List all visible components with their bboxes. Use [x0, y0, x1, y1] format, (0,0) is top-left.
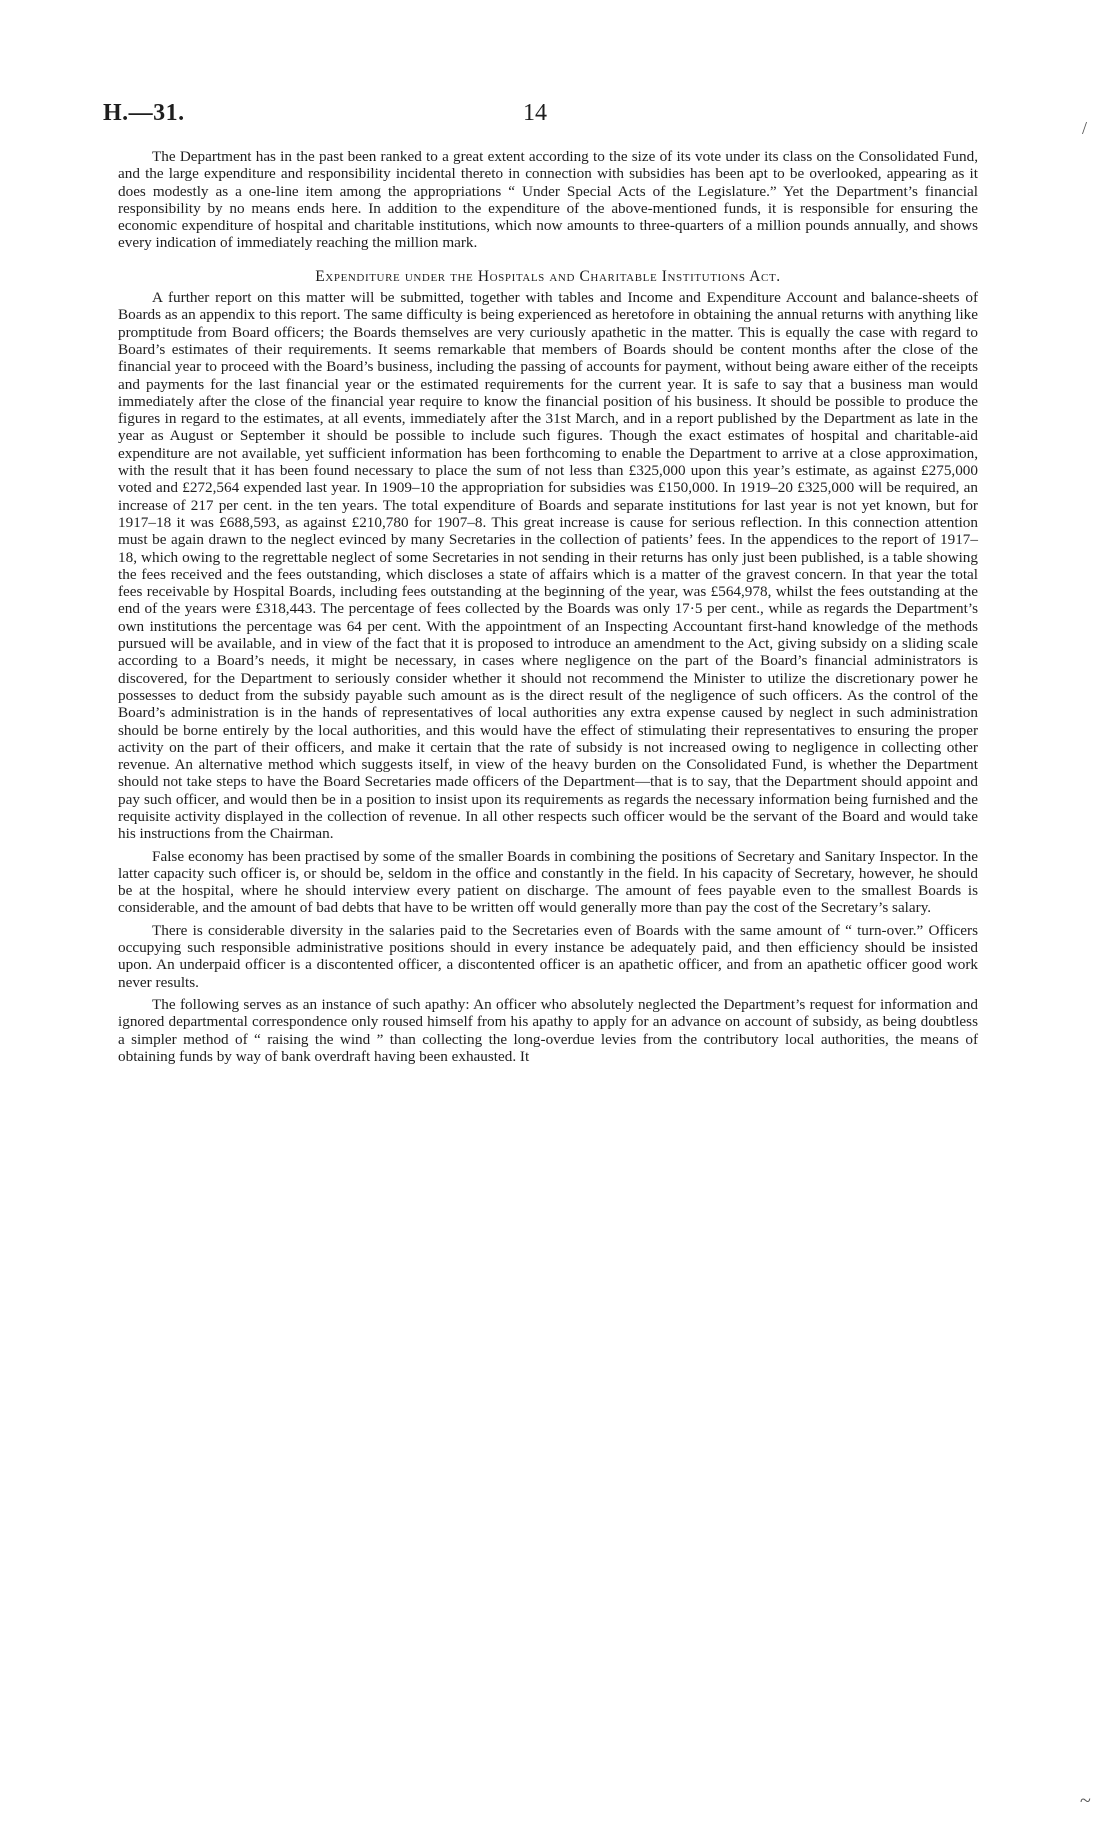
paragraph-salaries: There is considerable diversity in the salaries paid to the Secretaries even of Boards with the same amount of “ turn-over.” Officers occupying such responsible administrative positions should in every instance be adequately paid, and then efficiency should be insisted upon. An underpaid officer is a discontented officer, a discontented officer is an apathetic officer, and from an apathetic officer good work never results.	[118, 921, 978, 991]
margin-mark-bottom: ~	[1080, 1790, 1091, 1812]
margin-mark-top: /	[1082, 118, 1088, 138]
paragraph-expenditure: A further report on this matter will be submitted, together with tables and Income and Expenditure Account and balance-sheets of Boards as an appendix to this report. The same difficulty is being experienced as heretofore in obtaining the annual returns with anything like promptitude from Board officers; the Boards themselves are very curiously apathetic in the matter. This is equally the case with regard to Board’s estimates of their requirements. It seems remarkable that members of Boards should be content months after the close of the financial year to proceed with the Board’s business, including the passing of accounts for payment, without being aware either of the receipts and payments for the last financial year or the estimated requirements for the current year. It is safe to say that a business man would immediately after the close of the financial year require to know the financial position of his business. It should be possible to produce the figures in regard to the estimates, at all events, immediately after the 31st March, and in a report published by the Department as late in the year as August or September it should be possible to include such figures. Though the exact estimates of hospital and charitable-aid expenditure are not available, yet sufficient information has been forthcoming to enable the Department to arrive at a close approximation, with the result that it has been found necessary to place the sum of not less than £325,000 upon this year’s estimate, as against £275,000 voted and £272,564 expended last year. In 1909–10 the appropriation for subsidies was £150,000. In 1919–20 £325,000 will be required, an increase of 217 per cent. in the ten years. The total expenditure of Boards and separate institutions for last year is not yet known, but for 1917–18 it was £688,593, as against £210,780 for 1907–8. This great increase is cause for serious reflection. In this connection attention must be again drawn to the neglect evinced by many Secretaries in the collection of patients’ fees. In the appendices to the report of 1917–18, which owing to the regrettable neglect of some Secretaries in not sending in their returns has only just been published, is a table showing the fees received and the fees outstanding, which discloses a state of affairs which is a matter of the gravest concern. In that year the total fees receivable by Hospital Boards, including fees outstanding at the beginning of the year, was £564,978, whilst the fees outstanding at the end of the years were £318,443. The percentage of fees collected by the Boards was only 17·5 per cent., while as regards the Department’s own institutions the percentage was 64 per cent. With the appointment of an Inspecting Accountant first-hand knowledge of the methods pursued will be available, and in view of the fact that it is proposed to introduce an amendment to the Act, giving subsidy on a sliding scale according to a Board’s needs, it might be necessary, in cases where negligence on the part of the Board’s financial administrators is discovered, for the Department to seriously consider whether it should not recommend the Minister to utilize the discretionary power he possesses to deduct from the subsidy payable such amount as is the direct result of the negligence of such officers. As the control of the Board’s administration is in the hands of representatives of local authorities any extra expense caused by neglect in such administration should be borne entirely by the local authorities, and this would have the effect of stimulating their representatives to ensuring the proper activity on the part of their officers, and make it certain that the rate of subsidy is not increased owing to negligence in collecting other revenue. An alternative method which suggests itself, in view of the heavy burden on the Consolidated Fund, is whether the Department should not take steps to have the Board Secretaries made officers of the Department—that is to say, that the Department should appoint and pay such officer, and would then be in a position to insist upon its requirements as regards the necessary information being furnished and the requisite activity displayed in the collection of revenue. In all other respects such officer would be the servant of the Board and would take his instructions from the Chairman.	[118, 289, 978, 843]
page-number: 14	[523, 100, 547, 126]
page-header	[103, 100, 983, 140]
paragraph-intro: The Department has in the past been ranked to a great extent according to the size of its vote under its class on the Consolidated Fund, and the large expenditure and responsibility incidental thereto in connection with subsidies has been apt to be overlooked, appearing as it does modestly as a one-line item among the appropriations “ Under Special Acts of the Legislature.” Yet the Department’s financial responsibility by no means ends here. In addition to the expenditure of the above-mentioned funds, it is responsible for ensuring the economic expenditure of hospital and charitable institutions, which now amounts to three-quarters of a million pounds annually, and shows every indication of immediately reaching the million mark.	[118, 148, 978, 252]
section-heading: Expenditure under the Hospitals and Charitable Institutions Act.	[315, 267, 781, 285]
document-id: H.—31.	[103, 100, 185, 126]
paragraph-false-economy: False economy has been practised by some of the smaller Boards in combining the positions of Secretary and Sanitary Inspector. In the latter capacity such officer is, or should be, seldom in the office and constantly in the field. In his capacity of Secretary, however, he should be at the hospital, where he should interview every patient on discharge. The amount of fees payable even to the smallest Boards is considerable, and the amount of bad debts that have to be written off would generally more than pay the cost of the Secretary’s salary.	[118, 847, 978, 917]
document-body	[118, 148, 978, 1070]
paragraph-apathy-example: The following serves as an instance of such apathy: An officer who absolutely neglected the Department’s request for information and ignored departmental correspondence only roused himself from his apathy to apply for an advance on account of subsidy, as being doubtless a simpler method of “ raising the wind ” than collecting the long-overdue levies from the contributory local authorities, the means of obtaining funds by way of bank overdraft having been exhausted. It	[118, 995, 978, 1065]
